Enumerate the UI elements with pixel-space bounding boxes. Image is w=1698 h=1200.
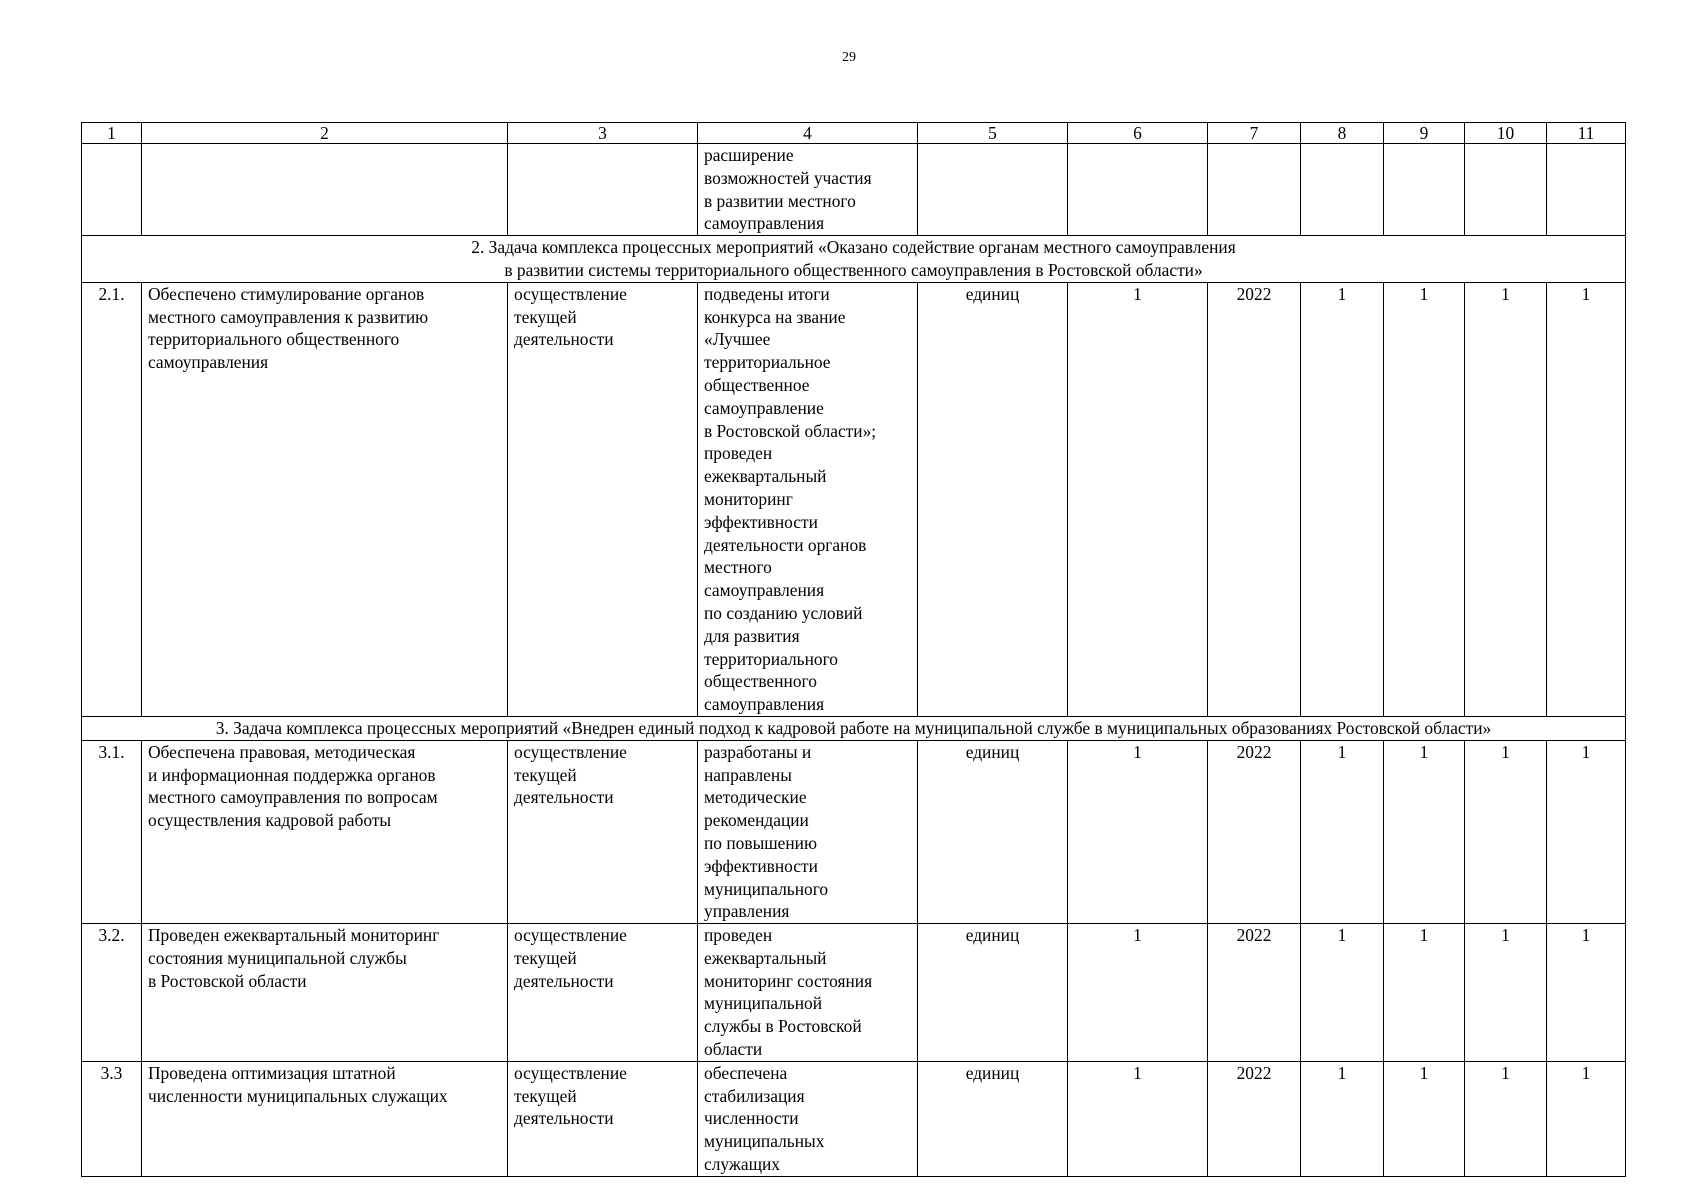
section-title: [82, 716, 1626, 740]
value-col-8: 1: [1301, 740, 1384, 923]
page-number: 29: [842, 50, 856, 65]
value-col-11: 1: [1547, 924, 1626, 1062]
table-row: [82, 740, 1626, 923]
value-col-8: 1: [1301, 1061, 1384, 1176]
row-number: 2.1.: [82, 282, 142, 716]
section-heading-row: [82, 716, 1626, 740]
section-title-line: в развитии системы территориального общественного самоуправления в Ростовской области»: [504, 259, 1203, 280]
value-col-8: 1: [1301, 924, 1384, 1062]
activity-type: осуществление текущей деятельности: [508, 924, 698, 1062]
value-col-10: 1: [1465, 1061, 1547, 1176]
column-header: 9: [1384, 123, 1465, 144]
table-row: [82, 144, 1626, 236]
column-header: 5: [918, 123, 1068, 144]
value-col-9: 1: [1384, 740, 1465, 923]
value-col-10: 1: [1465, 740, 1547, 923]
base-year: 2022: [1208, 282, 1301, 716]
unit: единиц: [918, 924, 1068, 1062]
result-description: подведены итоги конкурса на звание «Лучшее территориальное общественное самоуправление в Ростовской области»; проведен ежеквартальный мониторинг эффективности деятельности органов местного самоуправления по созданию условий для развития территориального общественного самоуправления: [698, 282, 918, 716]
column-header: 6: [1068, 123, 1208, 144]
value-col-10: 1: [1465, 924, 1547, 1062]
table-row: [82, 924, 1626, 1062]
column-header: 7: [1208, 123, 1301, 144]
unit: единиц: [918, 1061, 1068, 1176]
value-col-11: 1: [1547, 282, 1626, 716]
column-header: 11: [1547, 123, 1626, 144]
column-header: 1: [82, 123, 142, 144]
activity-type: осуществление текущей деятельности: [508, 740, 698, 923]
unit: единиц: [918, 740, 1068, 923]
column-header: 3: [508, 123, 698, 144]
activities-table: [81, 122, 1626, 1177]
value-col-11: 1: [1547, 1061, 1626, 1176]
value-col-9: 1: [1384, 282, 1465, 716]
result-description: обеспечена стабилизация численности муниципальных служащих: [698, 1061, 918, 1176]
base-value: 1: [1068, 924, 1208, 1062]
activity-type: осуществление текущей деятельности: [508, 282, 698, 716]
value-col-9: 1: [1384, 1061, 1465, 1176]
row-number: 3.2.: [82, 924, 142, 1062]
result-description: расширение возможностей участия в развитии местного самоуправления: [698, 144, 918, 236]
activity-name: Проведен ежеквартальный мониторинг состояния муниципальной службы в Ростовской области: [142, 924, 508, 1062]
value-col-10: 1: [1465, 282, 1547, 716]
result-description: проведен ежеквартальный мониторинг состояния муниципальной службы в Ростовской области: [698, 924, 918, 1062]
activity-name: Проведена оптимизация штатной численности муниципальных служащих: [142, 1061, 508, 1176]
value-col-8: 1: [1301, 282, 1384, 716]
section-title-line: 3. Задача комплекса процессных мероприятий «Внедрен единый подход к кадровой работе на муниципальной службе в муниципальных образованиях Ростовской области»: [215, 717, 1492, 738]
section-title-line: 2. Задача комплекса процессных мероприятий «Оказано содействие органам местного самоуправления: [471, 237, 1236, 258]
base-value: 1: [1068, 282, 1208, 716]
column-header: 8: [1301, 123, 1384, 144]
base-year: 2022: [1208, 924, 1301, 1062]
base-year: 2022: [1208, 740, 1301, 923]
row-number: 3.3: [82, 1061, 142, 1176]
base-value: 1: [1068, 740, 1208, 923]
column-header: 4: [698, 123, 918, 144]
section-heading-row: [82, 236, 1626, 283]
section-title: [82, 236, 1626, 283]
table-row: [82, 1061, 1626, 1176]
unit: единиц: [918, 282, 1068, 716]
table-row: [82, 282, 1626, 716]
column-number-row: [82, 123, 1626, 144]
base-year: 2022: [1208, 1061, 1301, 1176]
activity-type: осуществление текущей деятельности: [508, 1061, 698, 1176]
base-value: 1: [1068, 1061, 1208, 1176]
activity-name: Обеспечено стимулирование органов местного самоуправления к развитию территориального общественного самоуправления: [142, 282, 508, 716]
activity-name: Обеспечена правовая, методическая и информационная поддержка органов местного самоуправления по вопросам осуществления кадровой работы: [142, 740, 508, 923]
value-col-11: 1: [1547, 740, 1626, 923]
column-header: 2: [142, 123, 508, 144]
value-col-9: 1: [1384, 924, 1465, 1062]
row-number: 3.1.: [82, 740, 142, 923]
result-description: разработаны и направлены методические рекомендации по повышению эффективности муниципального управления: [698, 740, 918, 923]
column-header: 10: [1465, 123, 1547, 144]
